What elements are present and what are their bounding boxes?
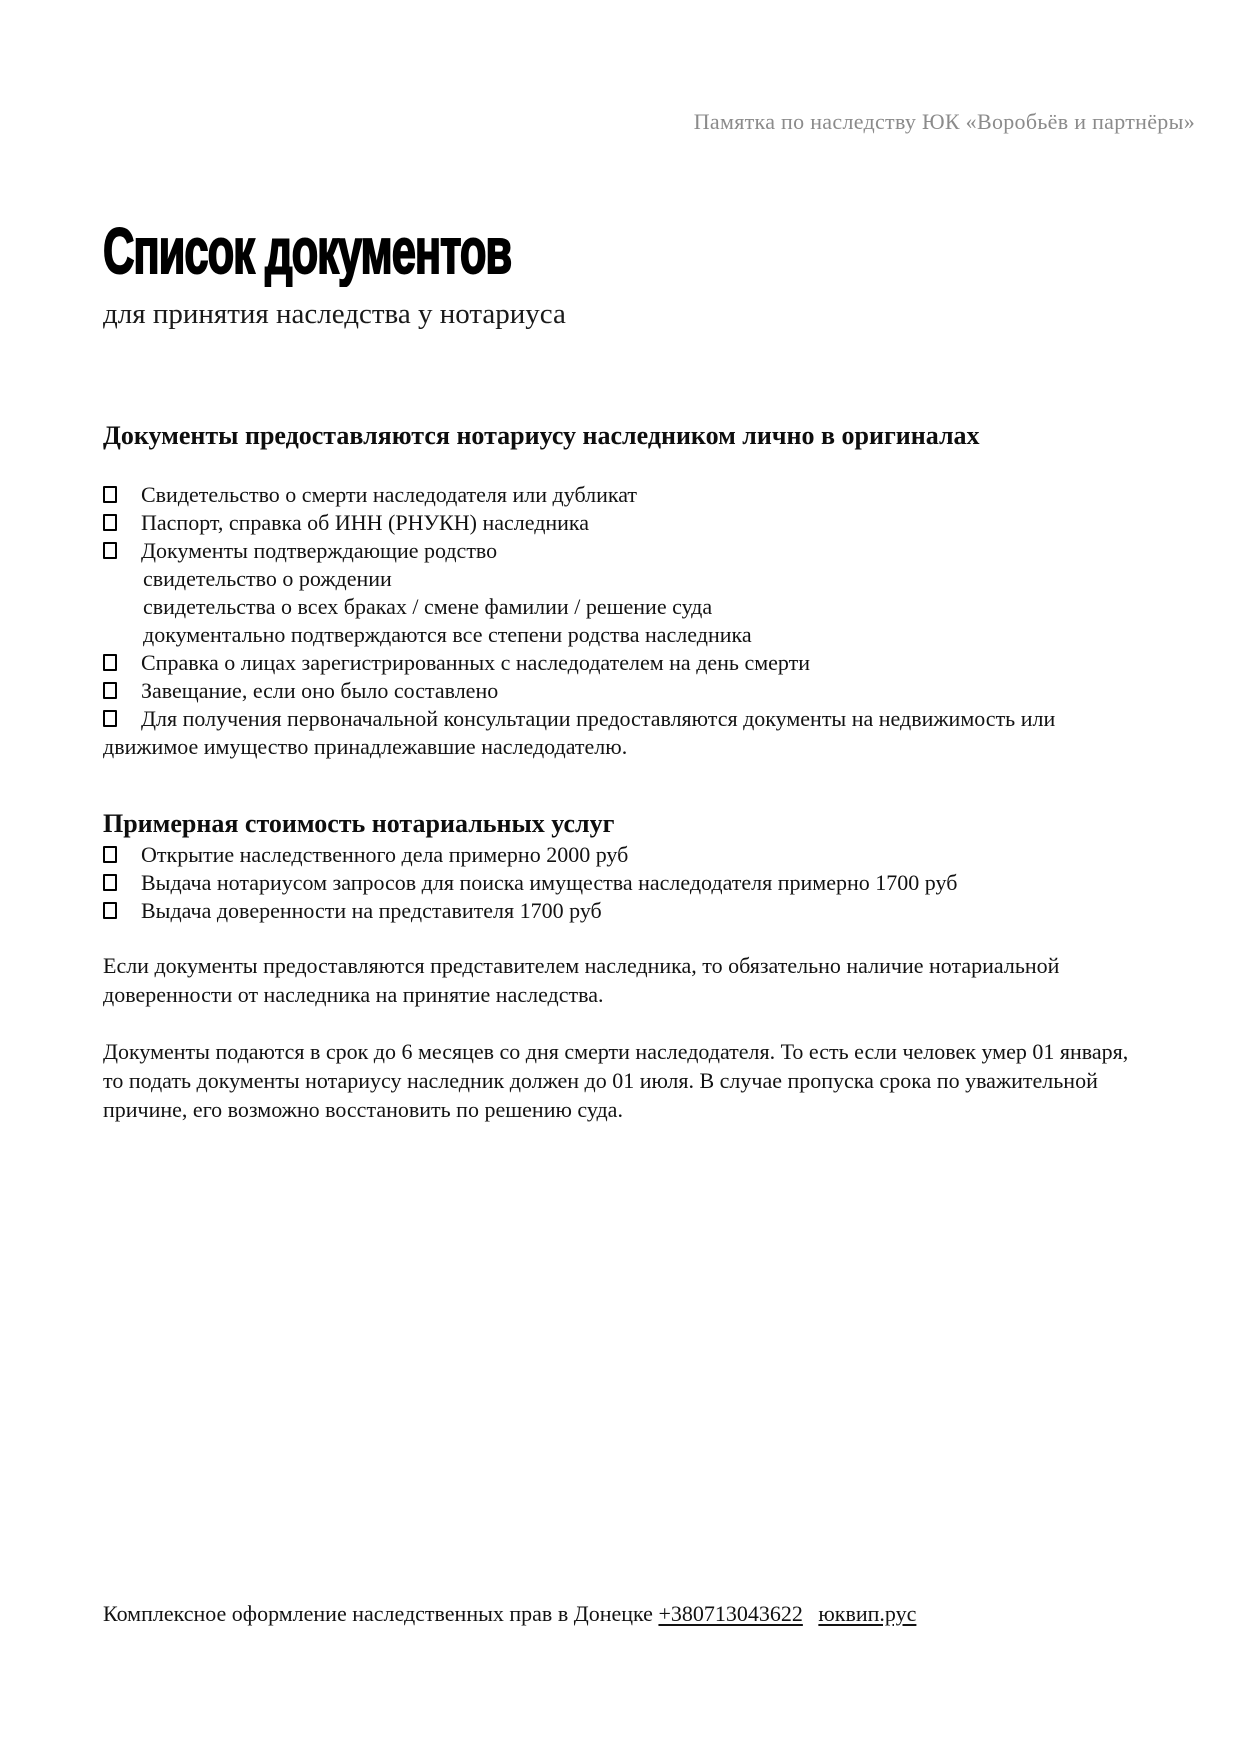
footer-line [103,1600,916,1628]
checklist-item-label: Открытие наследственного дела примерно 2000 руб [141,842,629,867]
checkbox-icon [103,846,117,863]
checkbox-icon [103,874,117,891]
documents-checklist [103,481,1137,761]
checklist-subitem: свидетельства о всех браках / смене фамилии / решение суда [143,594,713,619]
checklist-item [103,841,1137,869]
checklist-item-label: Для получения первоначальной консультации предоставляются документы на недвижимость или движимое имущество принадлежавшие наследодателю. [103,706,1056,759]
checkbox-icon [103,902,117,919]
checklist-item [103,897,1137,925]
checklist-item-label: Выдача нотариусом запросов для поиска имущества наследодателя примерно 1700 руб [141,870,958,895]
checkbox-icon [103,654,117,671]
page-subtitle: для принятия наследства у нотариуса [103,298,566,330]
footer-phone-link[interactable]: +380713043622 [658,1601,803,1626]
pricing-checklist [103,841,1137,925]
checkbox-icon [103,542,117,559]
checklist-item-label: Свидетельство о смерти наследодателя или дубликат [141,482,638,507]
checkbox-icon [103,710,117,727]
footer-text: Комплексное оформление наследственных прав в Донецке [103,1601,653,1626]
checklist-item [103,649,1137,677]
checklist-item-label: Завещание, если оно было составлено [141,678,499,703]
paragraph-representative: Если документы предоставляются представителем наследника, то обязательно наличие нотариальной доверенности от наследника на принятие наследства. [103,953,1060,1007]
checklist-subitem: документально подтверждаются все степени родства наследника [143,622,752,647]
paragraph-deadline: Документы подаются в срок до 6 месяцев со дня смерти наследодателя. То есть если человек умер 01 января, то подать документы нотариусу наследник должен до 01 июля. В случае пропуска срока по уважительной причине, его возможно восстановить по решению суда. [103,1039,1129,1122]
checklist-item-label: Паспорт, справка об ИНН (РНУКН) наследника [141,510,590,535]
checklist-item-label: Документы подтверждающие родство [141,538,498,563]
checklist-item [103,705,1137,761]
checklist-item [103,481,1137,509]
checklist-item [103,869,1137,897]
checklist-item-label: Справка о лицах зарегистрированных с наследодателем на день смерти [141,650,811,675]
checklist-item-label: Выдача доверенности на представителя 1700 руб [141,898,602,923]
documents-section-heading: Документы предоставляются нотариусу наследником лично в оригиналах [103,421,980,450]
checklist-item [103,677,1137,705]
footer-site-link[interactable]: юквип.рус [818,1601,917,1626]
checklist-item [103,509,1137,537]
checklist-subitem: свидетельство о рождении [143,566,392,591]
checkbox-icon [103,514,117,531]
pricing-section-heading: Примерная стоимость нотариальных услуг [103,809,615,838]
checkbox-icon [103,486,117,503]
memo-header-line: Памятка по наследству ЮК «Воробьёв и партнёры» [693,109,1195,134]
checklist-item [103,537,1137,565]
page-title: Список документов [103,215,512,287]
checkbox-icon [103,682,117,699]
